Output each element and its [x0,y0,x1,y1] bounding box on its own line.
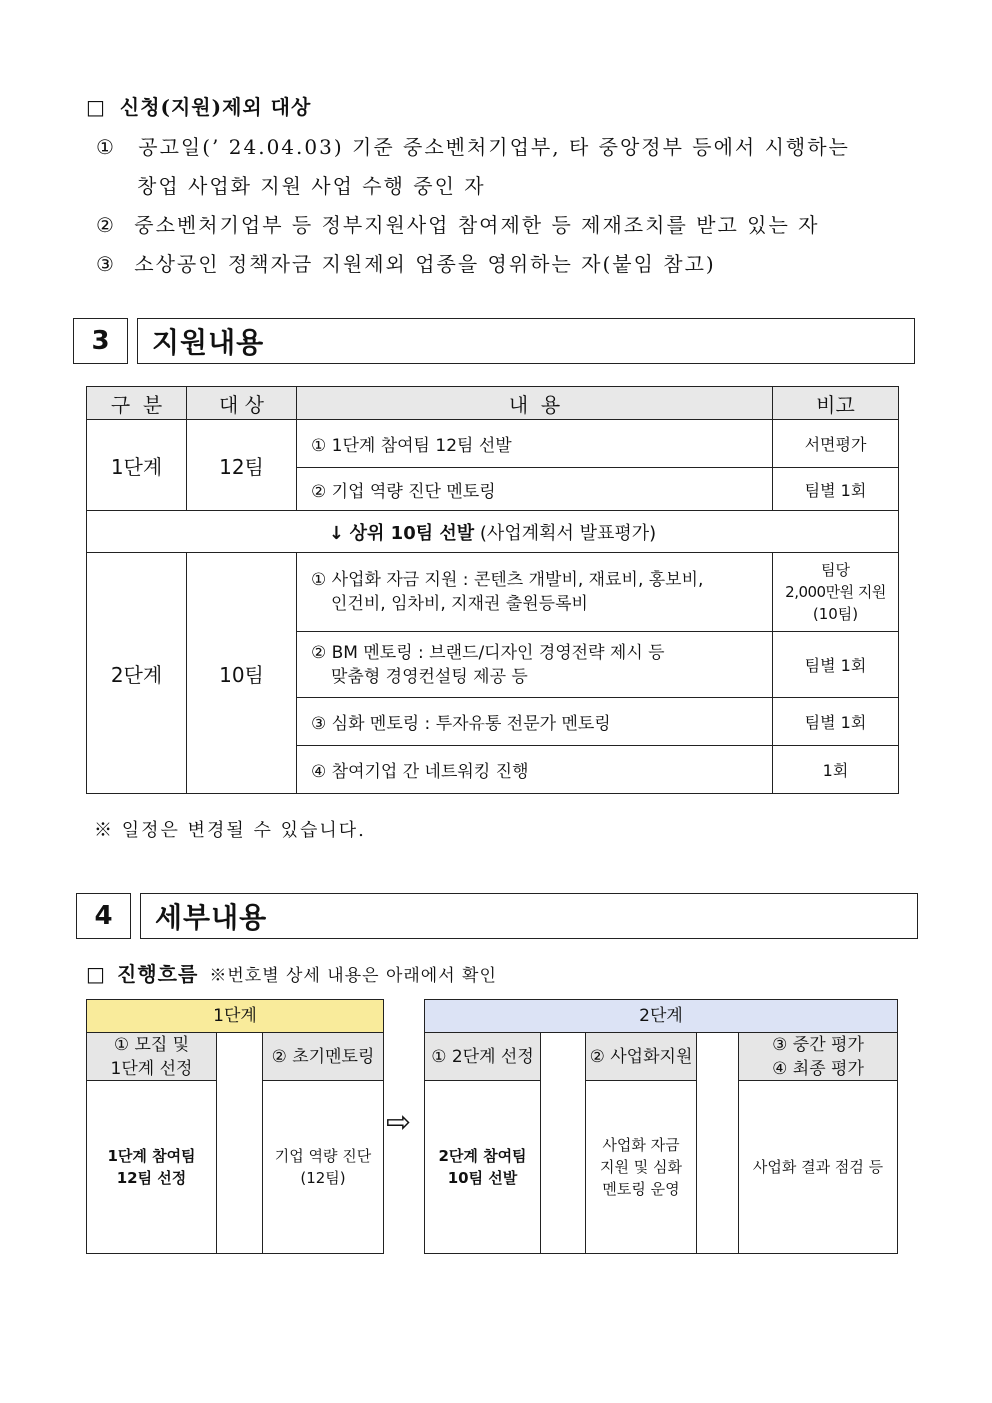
stage1-row2-note: 팀별 1회 [773,468,899,511]
flow-stage2-col1-body [424,1080,541,1254]
exclusion-heading [86,91,311,120]
body-line: 12팀 선정 [116,1169,187,1187]
stage2-target: 10팀 [187,553,297,794]
head-line: ③ 중간 평가 [772,1034,864,1055]
flow-stage2-col3-body: 사업화 결과 점검 등 [738,1080,898,1254]
exclusion-item-1 [96,131,850,160]
support-table [86,386,899,794]
arrow-right-icon: ⇨ [386,1105,412,1140]
section-4-title: 세부내용 [140,893,918,939]
flow-stage2-col1-head: ① 2단계 선정 [424,1032,541,1081]
section-3-number: 3 [73,318,128,364]
flow-stage2-header: 2단계 [424,999,898,1033]
flow-stage2-col2-body [585,1080,697,1254]
note-line: 2,000만원 지원 [785,583,886,601]
arrow-down-icon: ↓ [328,522,344,544]
schedule-footnote: ※ 일정은 변경될 수 있습니다. [94,820,366,841]
header-target: 대 상 [187,387,297,420]
marker: ③ [96,252,116,276]
exclusion-item-1-cont: 창업 사업화 지원 사업 수행 중인 자 [137,174,486,198]
stage1-row2-content: ② 기업 역량 진단 멘토링 [297,468,773,511]
content-line: ① 사업화 자금 지원 : 콘텐츠 개발비, 재료비, 홍보비, [311,570,704,590]
content-line: ② BM 멘토링 : 브랜드/디자인 경영전략 제시 등 [311,642,665,663]
stage1-row1-content: ① 1단계 참여팀 12팀 선발 [297,420,773,468]
body-line: 2단계 참여팀 [438,1147,527,1165]
exclusion-title: 신청(지원)제외 대상 [119,95,312,119]
item-text: 소상공인 정책자금 지원제외 업종을 영위하는 자(붙임 참고) [134,252,716,276]
stage2-row1-note [773,553,899,632]
stage1-label: 1단계 [87,420,187,511]
marker: ② [96,213,116,237]
flow-stage1-col2-head: ② 초기멘토링 [262,1032,384,1081]
flow-heading [86,958,497,987]
flow-stage2-col2-head: ② 사업화지원 [585,1032,697,1081]
note-line: (10팀) [812,605,859,623]
body-line: 지원 및 심화 [600,1158,682,1176]
section-4-number: 4 [76,893,131,939]
stage2-label: 2단계 [87,553,187,794]
selection-rest: (사업계획서 발표평가) [479,522,657,544]
body-line: 멘토링 운영 [602,1180,680,1198]
exclusion-item-2 [96,209,819,238]
stage2-row2-content [297,632,773,698]
selection-row [87,511,899,553]
item-text: 중소벤처기업부 등 정부지원사업 참여제한 등 제재조치를 받고 있는 자 [134,213,820,237]
flow-stage1-col1-body [86,1080,217,1254]
flow-title: 진행흐름 [117,962,199,986]
head-line: ④ 최종 평가 [772,1058,864,1079]
stage2-row2-note: 팀별 1회 [773,632,899,698]
header-note: 비고 [773,387,899,420]
body-line: 사업화 자금 [602,1136,680,1154]
item-text: 공고일(’ 24.04.03) 기준 중소벤처기업부, 타 중앙정부 등에서 시행하는 [138,135,850,159]
stage2-row3-note: 팀별 1회 [773,698,899,746]
flow-stage1-col2-body [262,1080,384,1254]
table-row [87,420,899,468]
stage2-row3-content: ③ 심화 멘토링 : 투자유통 전문가 멘토링 [297,698,773,746]
content-line: 인건비, 임차비, 지재권 출원등록비 [331,594,588,614]
stage1-row1-note: 서면평가 [773,420,899,468]
flow-stage2-col3-head [738,1032,898,1081]
marker: ① [96,135,116,159]
exclusion-item-3 [96,248,716,277]
header-content: 내 용 [297,387,773,420]
table-row [87,553,899,632]
selection-cell [87,511,899,553]
flow-stage1-header: 1단계 [86,999,384,1033]
checkbox-icon: □ [86,962,106,986]
flow-stage1-spacer [216,1032,263,1254]
stage1-target: 12팀 [187,420,297,511]
table-header-row [87,387,899,420]
flow-stage2-spacer1 [540,1032,586,1254]
body-line: 기업 역량 진단 [274,1147,372,1165]
stage2-row4-content: ④ 참여기업 간 네트워킹 진행 [297,746,773,794]
note-line: 팀당 [821,561,850,579]
flow-stage2-spacer2 [696,1032,739,1254]
stage2-row4-note: 1회 [773,746,899,794]
header-category: 구 분 [87,387,187,420]
body-line: 10팀 선발 [447,1169,518,1187]
flow-stage1-col1-head [86,1032,217,1081]
head-line: 1단계 선정 [110,1058,193,1079]
section-3-title: 지원내용 [137,318,915,364]
stage2-row1-content [297,553,773,632]
head-line: ① 모집 및 [113,1034,190,1055]
selection-bold: 상위 10팀 선발 [349,522,475,544]
content-line: 맞춤형 경영컨설팅 제공 등 [331,666,528,687]
checkbox-icon: □ [86,95,106,119]
flow-note: ※번호별 상세 내용은 아래에서 확인 [209,966,497,986]
body-line: (12팀) [300,1169,346,1187]
body-line: 1단계 참여팀 [107,1147,196,1165]
